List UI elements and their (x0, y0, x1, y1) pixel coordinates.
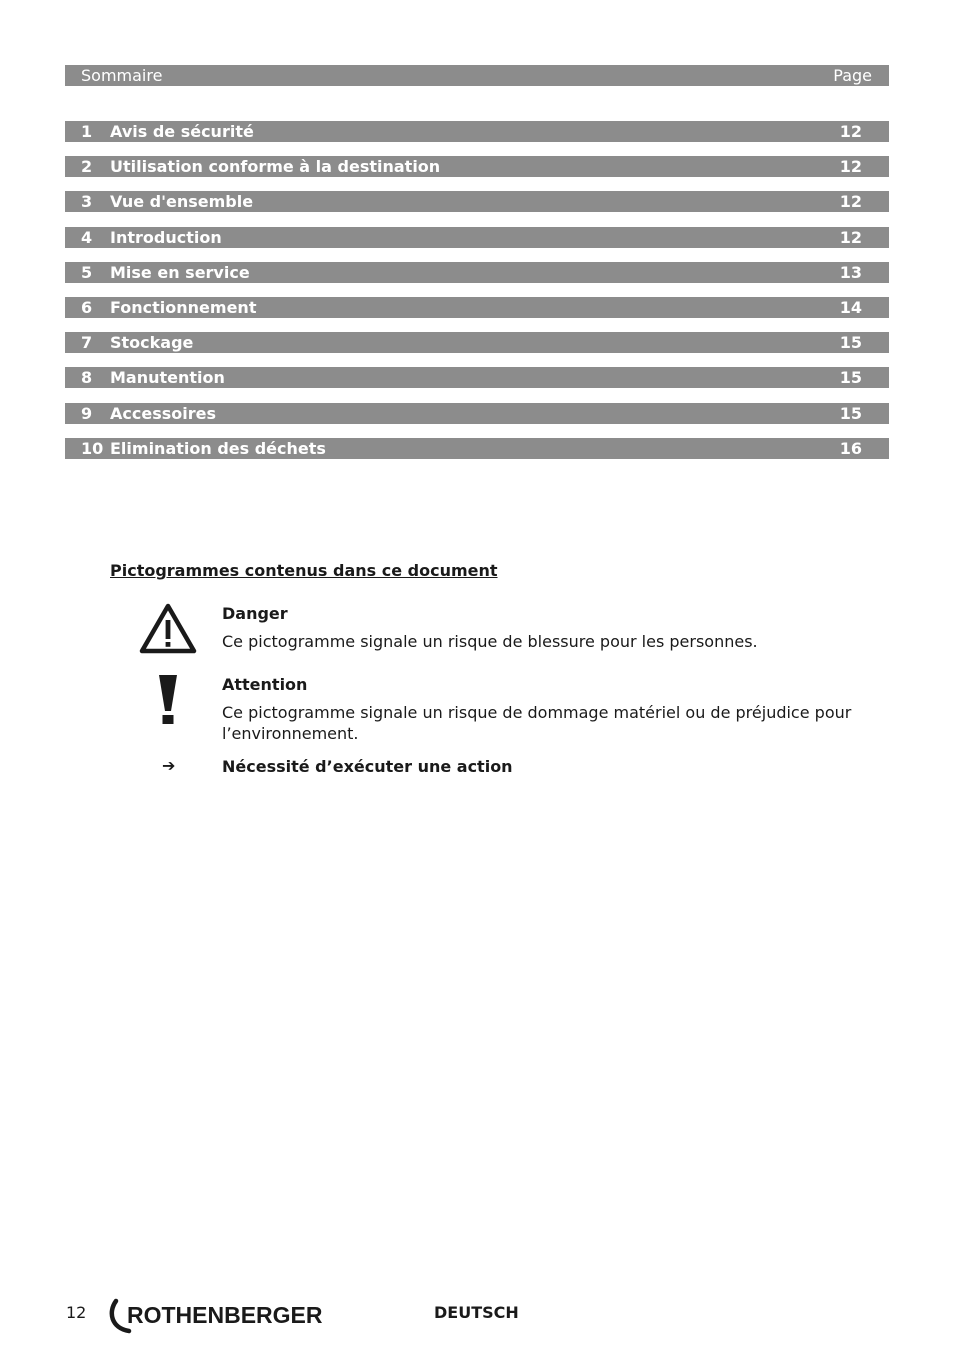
toc-item[interactable] (65, 191, 889, 212)
toc-item-number: 5 (81, 263, 93, 282)
language-label: DEUTSCH (434, 1303, 519, 1322)
toc-item-number: 1 (81, 122, 93, 141)
toc-item[interactable] (65, 403, 889, 424)
toc-item-page: 12 (839, 157, 862, 176)
toc-item-title: Avis de sécurité (110, 122, 254, 141)
toc-item-page: 12 (839, 122, 862, 141)
toc-item[interactable] (65, 367, 889, 388)
toc-item-number: 2 (81, 157, 93, 176)
toc-item-title: Mise en service (110, 263, 250, 282)
toc-header-page: Page (833, 66, 872, 85)
exclamation-icon (156, 675, 180, 725)
toc-item-title: Manutention (110, 368, 225, 387)
arrow-right-icon: ➔ (162, 756, 176, 775)
toc-item-title: Utilisation conforme à la destination (110, 157, 441, 176)
danger-text: Ce pictogramme signale un risque de blessure pour les personnes. (222, 632, 758, 651)
toc-item-number: 9 (81, 404, 93, 423)
toc-item-number: 6 (81, 298, 93, 317)
toc-item-page: 12 (839, 228, 862, 247)
attention-title: Attention (222, 675, 308, 694)
danger-title: Danger (222, 604, 288, 623)
toc-item[interactable] (65, 156, 889, 177)
toc-item-title: Accessoires (110, 404, 216, 423)
toc-item-title: Introduction (110, 228, 222, 247)
pictograms-heading: Pictogrammes contenus dans ce document (110, 561, 498, 580)
toc-item-page: 16 (839, 439, 862, 458)
brand-name: ROTHENBERGER (127, 1302, 323, 1328)
toc-item-number: 4 (81, 228, 93, 247)
toc-item-page: 15 (839, 404, 862, 423)
toc-item-page: 12 (839, 192, 862, 211)
toc-item[interactable] (65, 121, 889, 142)
toc-item-title: Elimination des déchets (110, 439, 326, 458)
toc-item-number: 7 (81, 333, 93, 352)
toc-item-title: Fonctionnement (110, 298, 257, 317)
toc-header (65, 65, 889, 86)
toc-item-number: 8 (81, 368, 93, 387)
attention-text: Ce pictogramme signale un risque de dommage matériel ou de préjudice pour l’environnement. (222, 703, 852, 743)
toc-item[interactable] (65, 332, 889, 353)
brand-logo (107, 1298, 347, 1338)
toc-item-page: 14 (839, 298, 862, 317)
toc-header-title: Sommaire (81, 66, 163, 85)
toc-item-number: 3 (81, 192, 93, 211)
toc-item[interactable] (65, 262, 889, 283)
toc-item-title: Stockage (110, 333, 194, 352)
warning-triangle-icon (139, 602, 197, 654)
toc-item-title: Vue d'ensemble (110, 192, 254, 211)
toc-item-page: 15 (839, 368, 862, 387)
toc-item-page: 13 (839, 263, 862, 282)
action-title: Nécessité d’exécuter une action (222, 757, 513, 776)
toc-item[interactable] (65, 227, 889, 248)
toc-item-number: 10 (81, 439, 104, 458)
toc-item-page: 15 (839, 333, 862, 352)
page-number: 12 (66, 1303, 87, 1322)
toc-item[interactable] (65, 297, 889, 318)
toc-item[interactable] (65, 438, 889, 459)
